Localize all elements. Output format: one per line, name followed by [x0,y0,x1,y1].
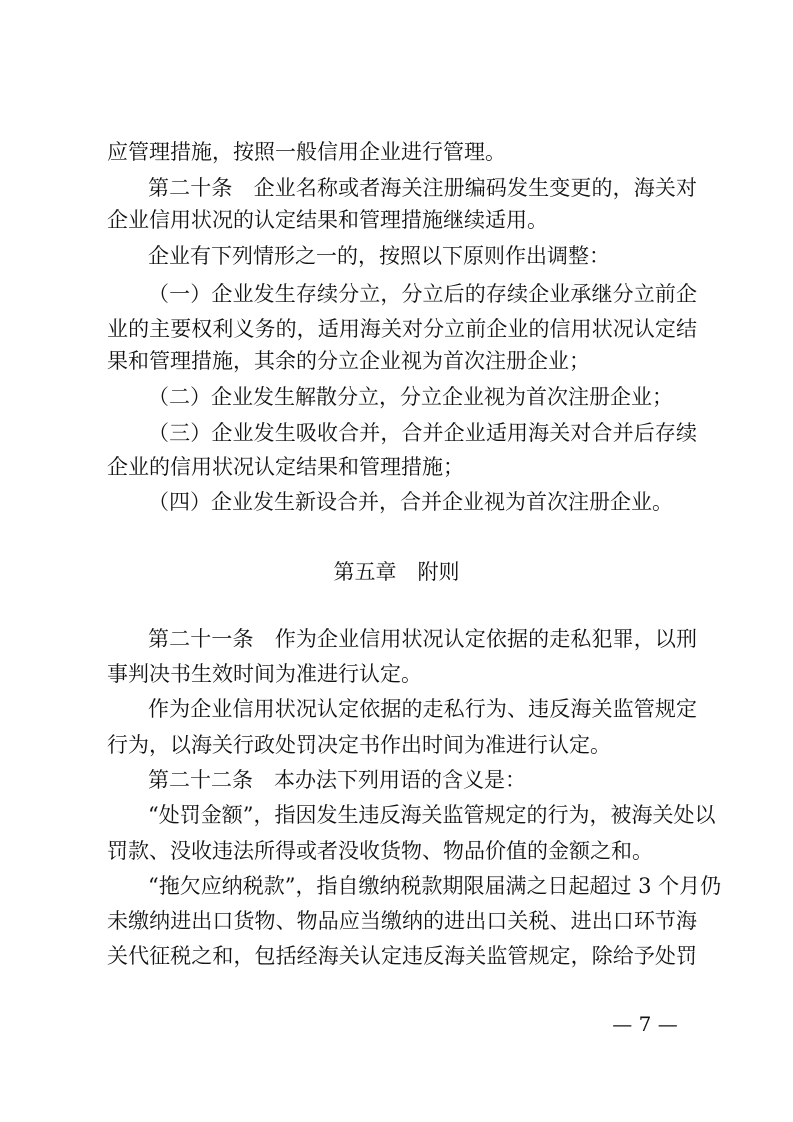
list-item-1-line: （一）企业发生存续分立，分立后的存续企业承继分立前企 [148,282,697,306]
list-item-4-line: （四）企业发生新设合并，合并企业视为首次注册企业。 [148,490,673,514]
page-number: — 7 — [612,1012,678,1036]
paragraph-line: 果和管理措施，其余的分立企业视为首次注册企业； [107,349,590,373]
paragraph-line: 行为，以海关行政处罚决定书作出时间为准进行认定。 [107,733,611,757]
paragraph-line: 事判决书生效时间为准进行认定。 [107,662,422,686]
list-item-2-line: （二）企业发生解散分立，分立企业视为首次注册企业； [148,385,673,409]
article-21-line: 第二十一条 作为企业信用状况认定依据的走私犯罪，以刑 [148,627,697,651]
article-20-line: 第二十条 企业名称或者海关注册编码发生变更的，海关对 [148,176,697,200]
definition-line: “处罚金额”，指因发生违反海关监管规定的行为，被海关处以 [148,803,716,827]
chapter-heading: 第五章 附则 [333,560,460,584]
paragraph-line: 企业有下列情形之一的，按照以下原则作出调整： [148,244,610,268]
paragraph-line: 罚款、没收违法所得或者没收货物、物品价值的金额之和。 [107,839,653,863]
list-item-3-line: （三）企业发生吸收合并，合并企业适用海关对合并后存续 [148,421,697,445]
paragraph-line: 企业的信用状况认定结果和管理措施； [107,455,464,479]
paragraph-line: 业的主要权利义务的，适用海关对分立前企业的信用状况认定结 [107,317,697,341]
article-22-line: 第二十二条 本办法下列用语的含义是： [148,768,526,792]
paragraph-line: 应管理措施，按照一般信用企业进行管理。 [107,140,506,164]
paragraph-line: 作为企业信用状况认定依据的走私行为、违反海关监管规定 [148,697,697,721]
paragraph-line: 未缴纳进出口货物、物品应当缴纳的进出口关税、进出口环节海 [107,909,697,933]
paragraph-line: 企业信用状况的认定结果和管理措施继续适用。 [107,208,548,232]
definition-line: “拖欠应纳税款”，指自缴纳税款期限届满之日起超过 3 个月仍 [148,874,722,898]
paragraph-line: 关代征税之和，包括经海关认定违反海关监管规定，除给予处罚 [107,944,697,968]
